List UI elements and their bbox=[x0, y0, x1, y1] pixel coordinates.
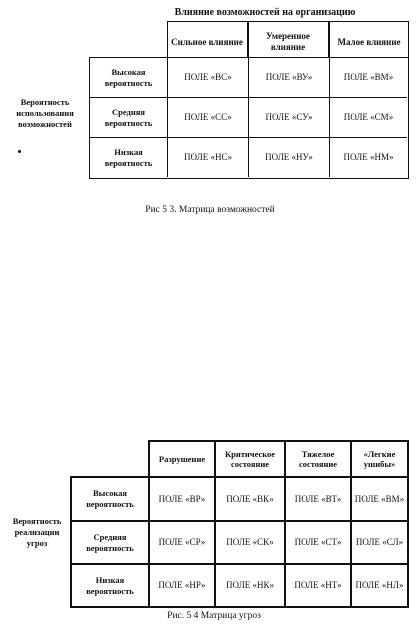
matrix1-side-label: Вероятность использования возможностей bbox=[16, 97, 74, 129]
matrix2-field-cell: ПОЛЕ «СЛ» bbox=[355, 537, 404, 547]
matrix2-row-label: Высокая вероятность bbox=[86, 488, 134, 509]
matrix1-field-cell: ПОЛЕ «СУ» bbox=[249, 98, 330, 138]
matrix1-top-title: Влияние возможностей на организацию bbox=[174, 7, 356, 18]
rule bbox=[70, 606, 409, 608]
matrix2-col-header: «Легкие ушибы» bbox=[363, 448, 396, 469]
divider bbox=[328, 22, 330, 58]
matrix2-row-label: Средняя вероятность bbox=[86, 531, 134, 553]
matrix2-col-header: Разрушение bbox=[158, 453, 206, 464]
matrix2-field-cell: ПОЛЕ «ВМ» bbox=[354, 493, 405, 504]
matrix2-field-cell: ПОЛЕ «ВР» bbox=[158, 493, 206, 504]
matrix2-grid bbox=[70, 440, 409, 608]
matrix1-grid bbox=[89, 57, 409, 179]
matrix2-field-cell: ПОЛЕ «СК» bbox=[226, 537, 274, 547]
matrix1-field-cell: ПОЛЕ «СМ» bbox=[330, 98, 407, 138]
matrix1-field-cell: ПОЛЕ «НМ» bbox=[343, 152, 394, 162]
matrix1-field-cell: ПОЛЕ «ВС» bbox=[168, 58, 249, 98]
matrix1-field-cell: ПОЛЕ «ВУ» bbox=[249, 58, 330, 98]
matrix1-field-cell: ПОЛЕ «НУ» bbox=[249, 138, 330, 177]
dot-mark bbox=[18, 150, 21, 153]
matrix1-row-label: Низкая вероятность bbox=[90, 138, 168, 177]
matrix2-field-cell: ПОЛЕ «НР» bbox=[158, 580, 206, 590]
matrix1-col-header: Малое влияние bbox=[337, 36, 401, 47]
matrix1-row-label: Высокая вероятность bbox=[90, 58, 168, 98]
matrix1-field-cell: ПОЛЕ «НС» bbox=[168, 138, 249, 177]
matrix1-col-header: Сильное влияние bbox=[171, 36, 243, 47]
matrix1-field-cell: ПОЛЕ «ВМ» bbox=[330, 58, 407, 98]
matrix1-row-label: Средняя вероятность bbox=[90, 98, 168, 138]
matrix2-side-label: Вероятность реализации угроз bbox=[12, 516, 62, 548]
matrix2-col-header: Тяжелое состояние bbox=[298, 448, 338, 469]
matrix1-col-header: Умеренное влияние bbox=[266, 31, 310, 52]
matrix1-field-cell: ПОЛЕ «СС» bbox=[168, 98, 249, 138]
matrix2-col-header: Критическое состояние bbox=[224, 448, 276, 469]
matrix2-field-cell: ПОЛЕ «НЛ» bbox=[355, 580, 404, 590]
rule bbox=[407, 440, 409, 607]
matrix2-caption: Рис. 5 4 Матрица угроз bbox=[167, 611, 261, 621]
matrix2-field-cell: ПОЛЕ «НК» bbox=[226, 580, 274, 590]
divider bbox=[247, 22, 249, 58]
matrix1-header-frame bbox=[167, 21, 409, 58]
matrix1-caption: Рис 5 3. Матрица возможностей bbox=[145, 205, 275, 215]
matrix2-field-cell: ПОЛЕ «ВТ» bbox=[294, 493, 342, 504]
matrix2-field-cell: ПОЛЕ «СТ» bbox=[294, 537, 342, 547]
matrix2-row-label: Низкая вероятность bbox=[86, 574, 134, 596]
matrix2-field-cell: ПОЛЕ «ВК» bbox=[226, 493, 274, 504]
matrix2-field-cell: ПОЛЕ «СР» bbox=[158, 537, 206, 547]
matrix2-field-cell: ПОЛЕ «НТ» bbox=[294, 580, 342, 590]
